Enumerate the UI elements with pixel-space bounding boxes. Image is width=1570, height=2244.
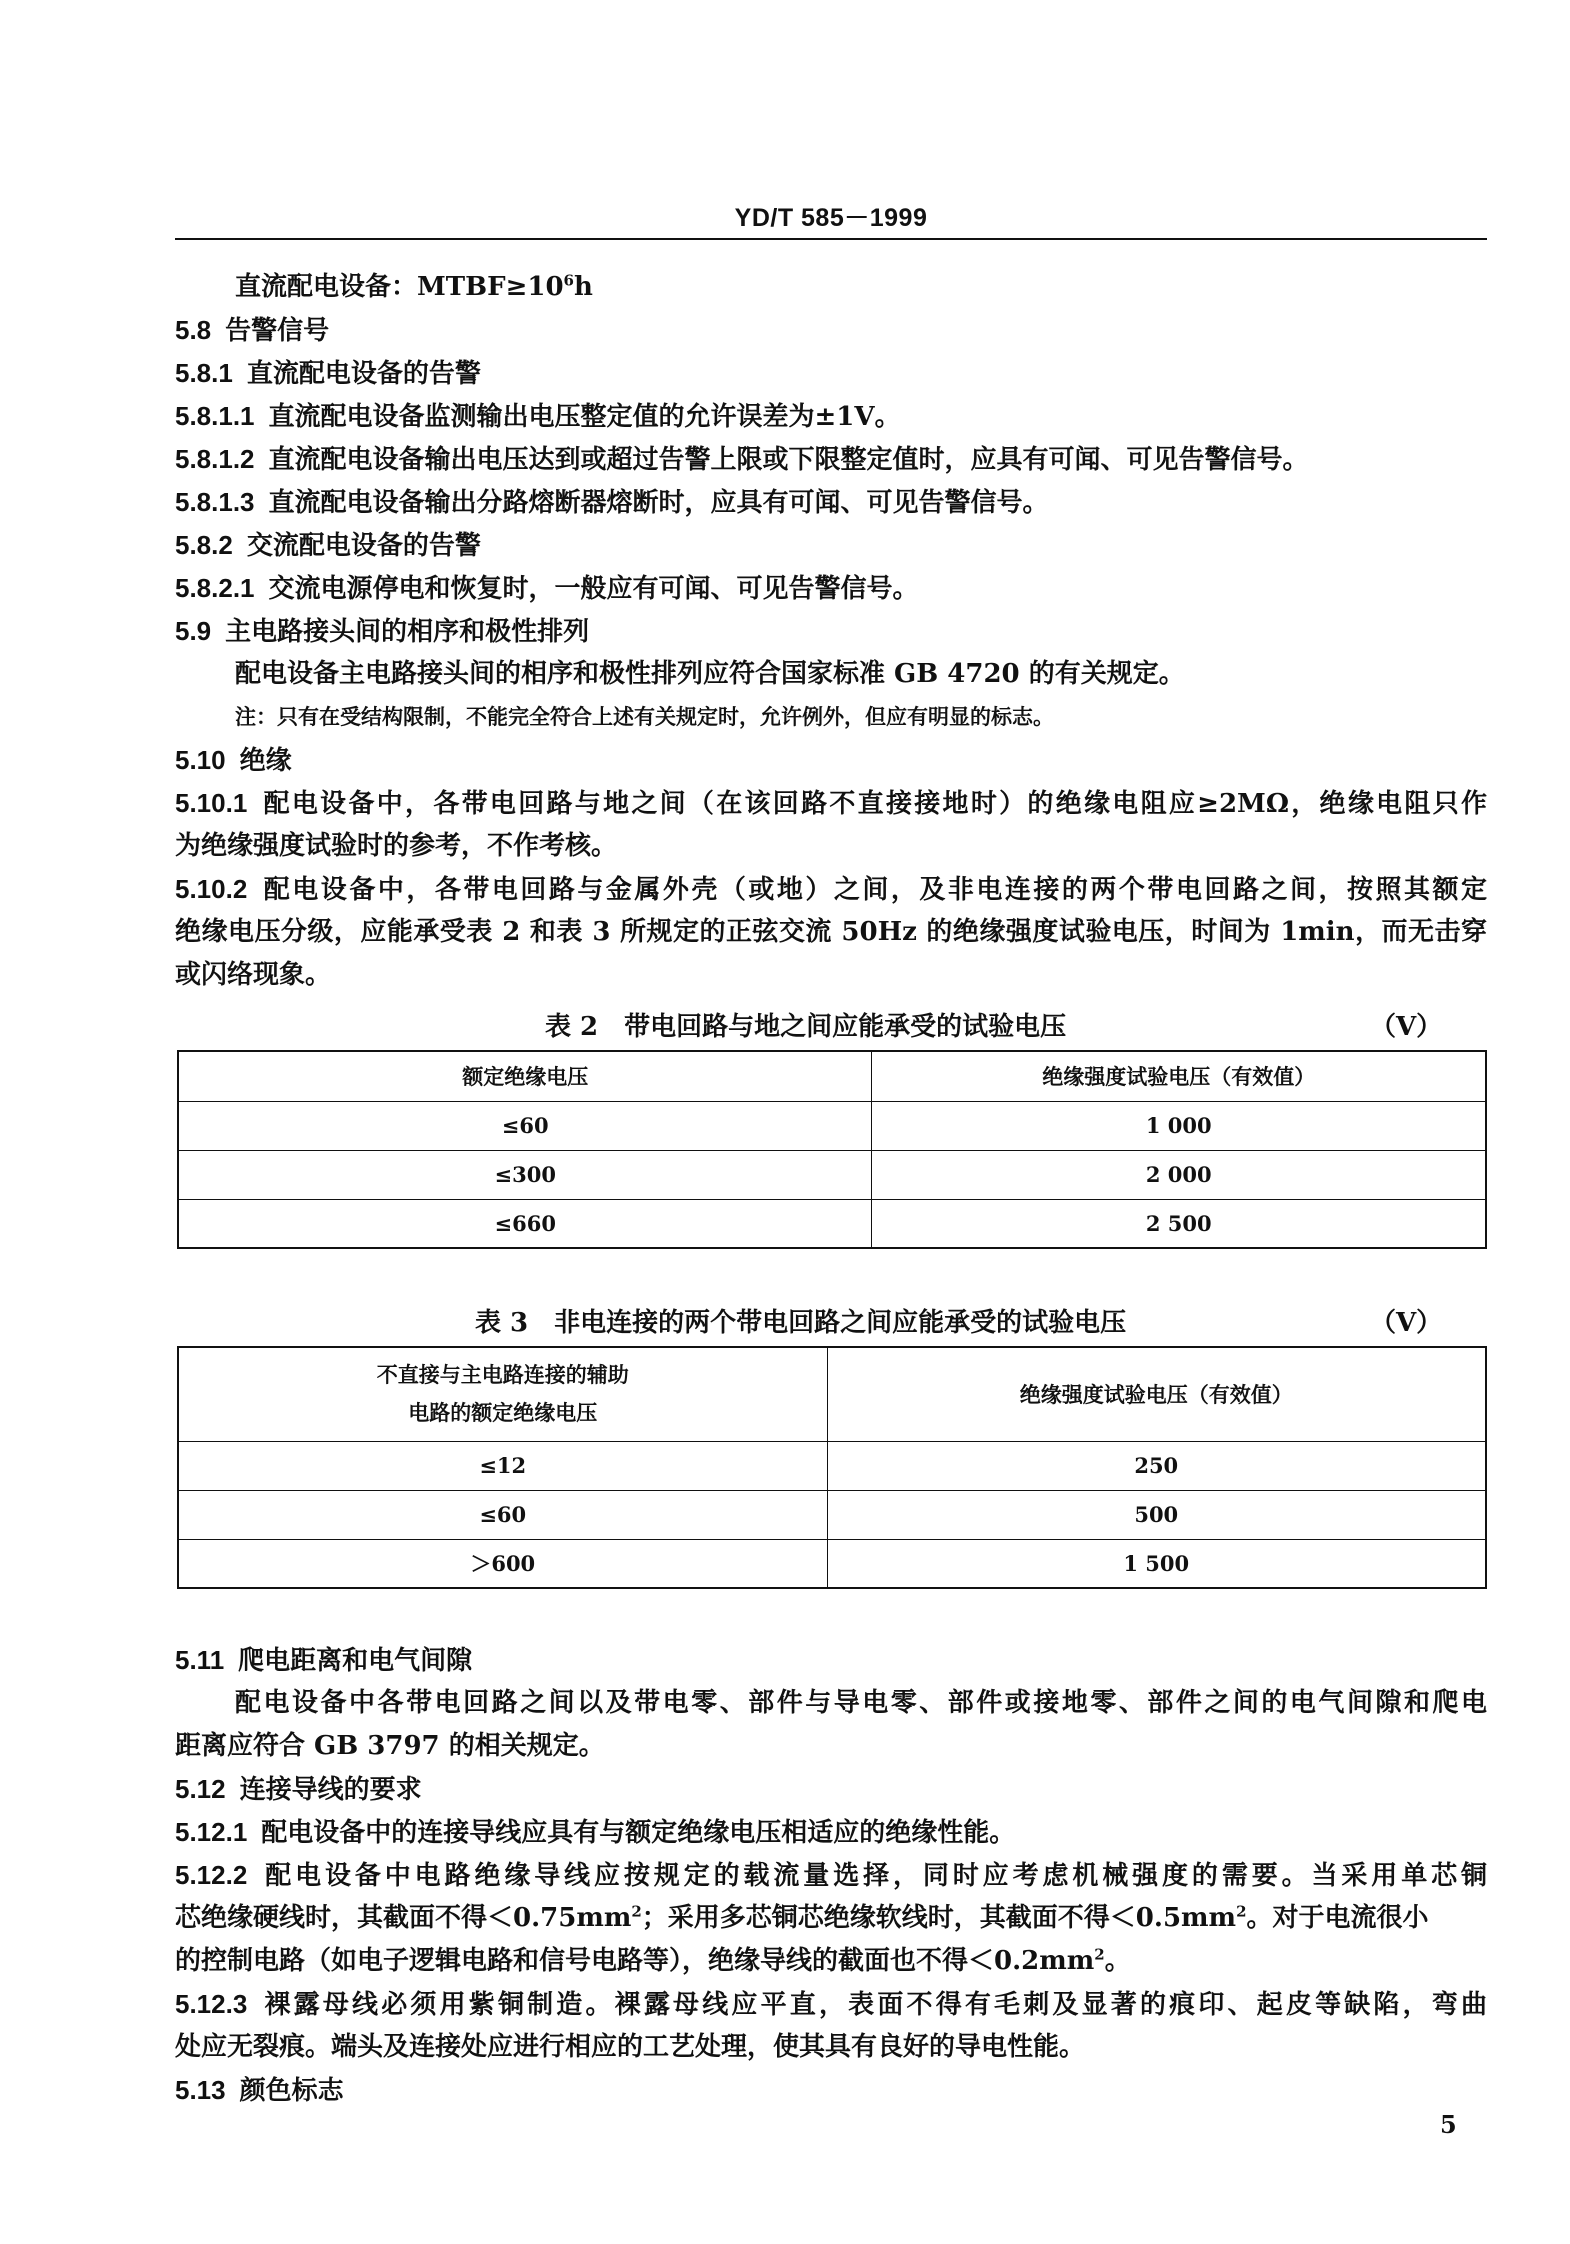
table-3-unit: （V）	[1370, 1308, 1443, 1338]
section-text: ；采用多芯铜芯绝缘软线时，其截面不得＜0.5mm	[641, 1903, 1237, 1933]
section-5-8-2	[175, 528, 1487, 563]
section-5-8-1-1	[175, 399, 1487, 434]
section-text: 直流配电设备输出分路熔断器熔断时，应具有可闻、可见告警信号。	[268, 488, 1049, 518]
section-5-11	[175, 1643, 1487, 1678]
section-5-10-1-line-2: 为绝缘强度试验时的参考，不作考核。	[175, 831, 618, 861]
header-cell	[178, 1347, 827, 1441]
header-cell: 绝缘强度试验电压（有效值）	[827, 1347, 1486, 1441]
mtbf-line	[175, 270, 1487, 304]
section-text: 直流配电设备监测输出电压整定值的允许误差为±1V。	[268, 402, 901, 432]
section-5-10-2-line-1	[175, 872, 1487, 907]
table-row	[178, 1199, 1486, 1248]
section-5-12-3-line-1	[175, 1987, 1487, 2022]
table-row	[178, 1441, 1486, 1490]
table-cell: 500	[827, 1490, 1486, 1539]
section-5-12-1	[175, 1815, 1487, 1850]
table-2-caption: 表 2 带电回路与地之间应能承受的试验电压	[545, 1012, 1067, 1042]
section-title: 交流配电设备的告警	[246, 531, 481, 561]
section-text: 裸露母线必须用紫铜制造。裸露母线应平直，表面不得有毛刺及显著的痕印、起皮等缺陷，弯曲	[261, 1990, 1487, 2020]
header-cell: 绝缘强度试验电压（有效值）	[872, 1051, 1486, 1101]
section-5-9	[175, 614, 1487, 649]
section-5-12-2-line-2	[175, 1901, 1487, 1935]
superscript: 2	[1236, 1902, 1247, 1921]
section-text: 配电设备中电路绝缘导线应按规定的载流量选择，同时应考虑机械强度的需要。当采用单芯铜	[261, 1861, 1487, 1891]
section-number: 5.12.3	[175, 1989, 248, 2019]
section-text: 。	[1104, 1946, 1131, 1976]
section-5-12	[175, 1772, 1487, 1807]
section-5-10-1-line-1	[175, 786, 1487, 821]
section-number: 5.13	[175, 2075, 226, 2105]
section-number: 5.12.2	[175, 1860, 248, 1890]
section-number: 5.8.1.2	[175, 444, 255, 474]
section-5-10-2-line-2: 绝缘电压分级，应能承受表 2 和表 3 所规定的正弦交流 50Hz 的绝缘强度试验电压，时间为 1min，而无击穿	[175, 917, 1487, 947]
table-row	[178, 1150, 1486, 1199]
section-number: 5.11	[175, 1645, 225, 1675]
table-cell: 1 000	[872, 1101, 1486, 1150]
section-title: 爬电距离和电气间隙	[238, 1646, 473, 1676]
section-number: 5.10	[175, 745, 226, 775]
section-number: 5.8.1.3	[175, 487, 255, 517]
section-text: 配电设备中的连接导线应具有与额定绝缘电压相适应的绝缘性能。	[261, 1818, 1016, 1848]
section-number: 5.8.1.1	[175, 401, 255, 431]
table-cell: 2 000	[872, 1150, 1486, 1199]
section-number: 5.10.2	[175, 874, 248, 904]
section-text: 交流电源停电和恢复时，一般应有可闻、可见告警信号。	[268, 574, 919, 604]
header-cell-line: 电路的额定绝缘电压	[408, 1400, 598, 1426]
section-title: 直流配电设备的告警	[246, 359, 481, 389]
section-number: 5.8.2	[175, 530, 233, 560]
section-5-8-1-2	[175, 442, 1487, 477]
mtbf-exponent: 6	[563, 271, 574, 290]
section-5-11-body-line-2: 距离应符合 GB 3797 的相关规定。	[175, 1731, 605, 1761]
section-title: 主电路接头间的相序和极性排列	[225, 617, 590, 647]
table-cell: ≤12	[178, 1441, 827, 1490]
section-title: 告警信号	[225, 316, 330, 346]
section-number: 5.12.1	[175, 1817, 248, 1847]
section-number: 5.10.1	[175, 788, 248, 818]
section-5-9-body: 配电设备主电路接头间的相序和极性排列应符合国家标准 GB 4720 的有关规定。	[235, 659, 1185, 689]
section-title: 绝缘	[239, 746, 292, 776]
table-3	[177, 1346, 1487, 1589]
table-cell: ≤60	[178, 1101, 872, 1150]
section-number: 5.8.2.1	[175, 573, 255, 603]
table-header-row	[178, 1051, 1486, 1101]
section-number: 5.8	[175, 315, 212, 345]
mtbf-text: 直流配电设备：MTBF≥10	[235, 272, 564, 302]
table-row	[178, 1490, 1486, 1539]
section-5-8-2-1	[175, 571, 1487, 606]
superscript: 2	[1094, 1945, 1105, 1964]
section-5-10	[175, 743, 1487, 778]
section-text: 芯绝缘硬线时，其截面不得＜0.75mm	[175, 1903, 632, 1933]
table-2-unit: （V）	[1370, 1012, 1443, 1042]
superscript: 2	[631, 1902, 642, 1921]
section-text: 。对于电流很小	[1246, 1903, 1429, 1933]
section-number: 5.12	[175, 1774, 226, 1804]
table-cell: 2 500	[872, 1199, 1486, 1248]
section-5-9-note: 注：只有在受结构限制，不能完全符合上述有关规定时，允许例外，但应有明显的标志。	[235, 704, 1054, 729]
table-cell: 250	[827, 1441, 1486, 1490]
section-5-10-2-line-3: 或闪络现象。	[175, 960, 332, 990]
section-5-12-2-line-3	[175, 1944, 1487, 1978]
section-5-12-3-line-2: 处应无裂痕。端头及连接处应进行相应的工艺处理，使其具有良好的导电性能。	[175, 2032, 1086, 2062]
table-cell: ≤300	[178, 1150, 872, 1199]
section-5-8	[175, 313, 1487, 348]
table-cell: ≤660	[178, 1199, 872, 1248]
section-text: 的控制电路（如电子逻辑电路和信号电路等），绝缘导线的截面也不得＜0.2mm	[175, 1946, 1095, 1976]
header-cell-line: 不直接与主电路连接的辅助	[376, 1362, 629, 1388]
section-text: 配电设备中，各带电回路与地之间（在该回路不直接接地时）的绝缘电阻应≥2MΩ，绝缘电阻只作	[261, 789, 1487, 819]
section-number: 5.8.1	[175, 358, 233, 388]
section-text: 配电设备中，各带电回路与金属外壳（或地）之间，及非电连接的两个带电回路之间，按照其额定	[261, 875, 1487, 905]
section-number: 5.9	[175, 616, 212, 646]
table-cell: ≤60	[178, 1490, 827, 1539]
page-number: 5	[1440, 2110, 1457, 2139]
section-5-11-body-line-1: 配电设备中各带电回路之间以及带电零、部件与导电零、部件或接地零、部件之间的电气间隙和爬电	[235, 1688, 1487, 1718]
section-5-8-1-3	[175, 485, 1487, 520]
table-3-caption: 表 3 非电连接的两个带电回路之间应能承受的试验电压	[475, 1308, 1127, 1338]
mtbf-unit: h	[573, 272, 593, 302]
table-header-row	[178, 1347, 1486, 1441]
table-row	[178, 1101, 1486, 1150]
header-cell: 额定绝缘电压	[178, 1051, 872, 1101]
table-2	[177, 1050, 1487, 1249]
header-rule	[175, 238, 1487, 240]
section-5-13	[175, 2073, 1487, 2108]
section-5-8-1	[175, 356, 1487, 391]
section-title: 颜色标志	[239, 2076, 344, 2106]
table-cell: 1 500	[827, 1539, 1486, 1588]
document-header: YD/T 585－1999	[734, 204, 928, 232]
section-title: 连接导线的要求	[239, 1775, 422, 1805]
table-cell: ＞600	[178, 1539, 827, 1588]
table-row	[178, 1539, 1486, 1588]
section-text: 直流配电设备输出电压达到或超过告警上限或下限整定值时，应具有可闻、可见告警信号。	[268, 445, 1309, 475]
section-5-12-2-line-1	[175, 1858, 1487, 1893]
